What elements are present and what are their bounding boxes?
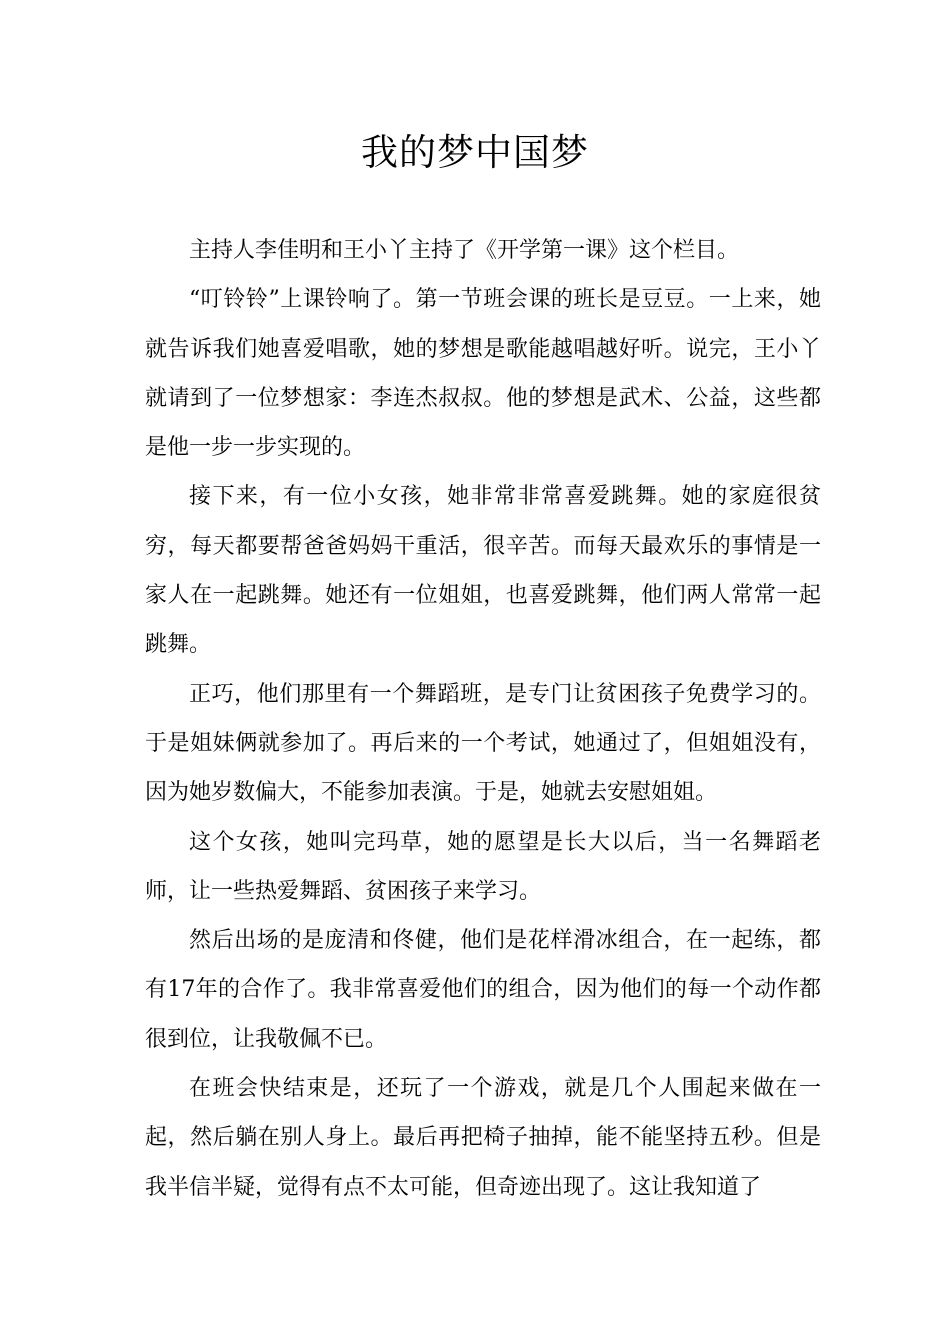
- document-body: [145, 226, 821, 1212]
- paragraph-6: 然后出场的是庞清和佟健，他们是花样滑冰组合，在一起练，都有17年的合作了。我非常喜爱他们的组合，因为他们的每一个动作都很到位，让我敬佩不已。: [145, 928, 821, 1052]
- paragraph-7: 在班会快结束是，还玩了一个游戏，就是几个人围起来做在一起，然后躺在别人身上。最后再把椅子抽掉，能不能坚持五秒。但是我半信半疑，觉得有点不太可能，但奇迹出现了。这让我知道了: [145, 1076, 821, 1200]
- paragraph-2: “叮铃铃”上课铃响了。第一节班会课的班长是豆豆。一上来，她就告诉我们她喜爱唱歌，她的梦想是歌能越唱越好听。说完，王小丫就请到了一位梦想家：李连杰叔叔。他的梦想是武术、公益，这些都是他一步一步实现的。: [145, 287, 821, 461]
- paragraph-5: 这个女孩，她叫完玛草，她的愿望是长大以后，当一名舞蹈老师，让一些热爱舞蹈、贫困孩子来学习。: [145, 829, 821, 904]
- paragraph-1: 主持人李佳明和王小丫主持了《开学第一课》这个栏目。: [189, 238, 740, 263]
- paragraph-4: 正巧，他们那里有一个舞蹈班，是专门让贫困孩子免费学习的。于是姐妹俩就参加了。再后来的一个考试，她通过了，但姐姐没有，因为她岁数偏大，不能参加表演。于是，她就去安慰姐姐。: [145, 681, 821, 806]
- document-title: 我的梦中国梦: [361, 131, 589, 174]
- paragraph-3: 接下来，有一位小女孩，她非常非常喜爱跳舞。她的家庭很贫穷，每天都要帮爸爸妈妈干重活，很辛苦。而每天最欢乐的事情是一家人在一起跳舞。她还有一位姐姐，也喜爱跳舞，他们两人常常一起跳舞。: [145, 484, 821, 658]
